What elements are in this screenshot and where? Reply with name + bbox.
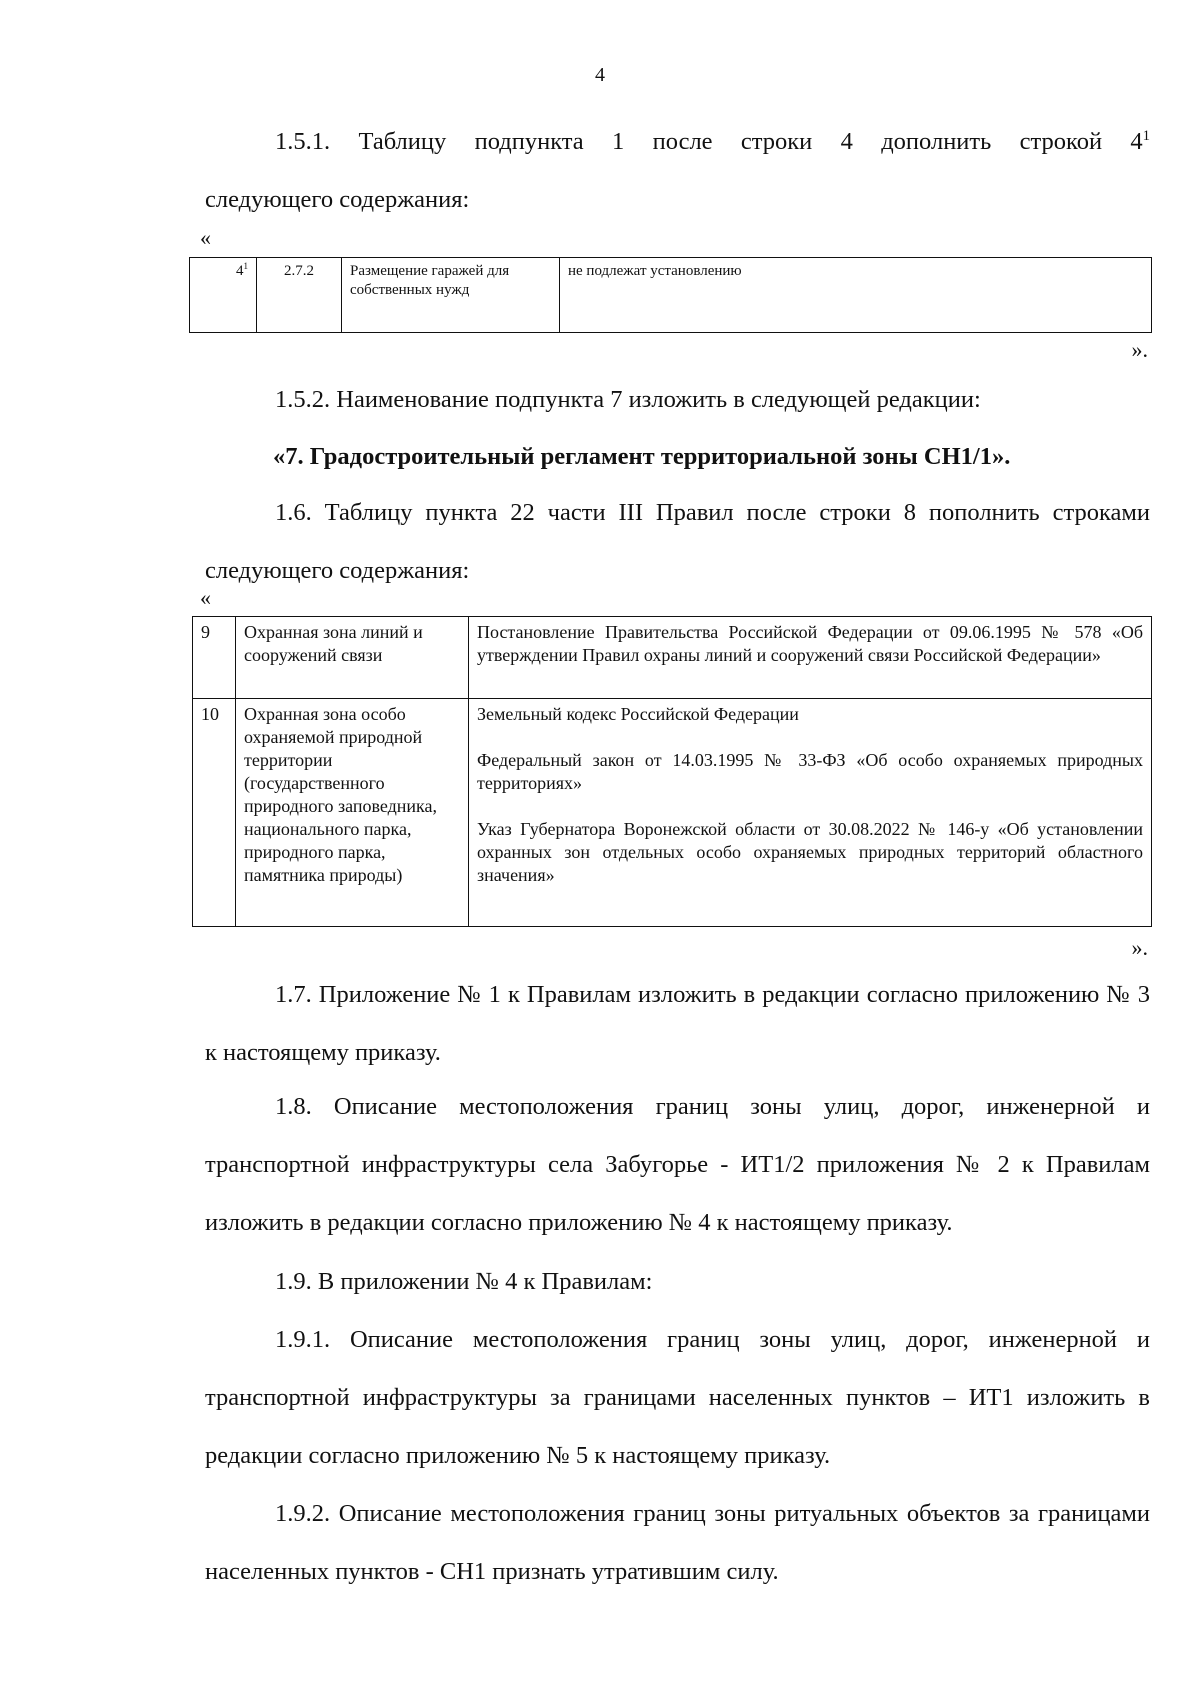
table-row xyxy=(193,617,1152,699)
table-protection-zones xyxy=(192,616,1152,927)
table2-row1-num: 9 xyxy=(193,617,236,699)
table-addition-row-4-1 xyxy=(189,257,1152,333)
doc-entry: Указ Губернатора Воронежской области от 30.08.2022 № 146-у «Об установлении охранных зон отдельных особо охраняемых природных территорий областного значения» xyxy=(477,819,1143,885)
table1-cell-code: 2.7.2 xyxy=(257,258,342,333)
row-number-sup: 1 xyxy=(243,261,248,271)
paragraph-1-6: 1.6. Таблицу пункта 22 части III Правил после строки 8 пополнить строками следующего содержания: xyxy=(205,499,1150,584)
table2-row2-num: 10 xyxy=(193,699,236,927)
superscript: 1 xyxy=(1142,127,1150,144)
quote-open-2: « xyxy=(200,585,211,610)
paragraph-1-8: 1.8. Описание местоположения границ зоны улиц, дорог, инженерной и транспортной инфраструктуры села Забугорье - ИТ1/2 приложения № 2 к Правилам изложить в редакции согласно приложению № 4 к настоящему приказу. xyxy=(205,1093,1150,1236)
table2-row1-zone: Охранная зона линий и сооружений связи xyxy=(236,617,469,699)
table-row xyxy=(193,699,1152,927)
paragraph-1-5-1-text: 1.5.1. Таблицу подпункта 1 после строки 4 дополнить строкой 4 xyxy=(275,128,1143,155)
paragraph-1-5-2-title: «7. Градостроительный регламент территориальной зоны СН1/1». xyxy=(273,443,1011,470)
paragraph-1-5-1-continued: следующего содержания: xyxy=(205,186,470,213)
table-row xyxy=(190,258,1152,333)
paragraph-1-9-1: 1.9.1. Описание местоположения границ зоны улиц, дорог, инженерной и транспортной инфраструктуры за границами населенных пунктов – ИТ1 изложить в редакции согласно приложению № 5 к настоящему приказу. xyxy=(205,1326,1150,1469)
table2-row1-docs: Постановление Правительства Российской Федерации от 09.06.1995 № 578 «Об утверждении Правил охраны линий и сооружений связи Российской Федерации» xyxy=(469,617,1152,699)
quote-open-1: « xyxy=(200,225,211,250)
table1-cell-num xyxy=(190,258,257,333)
paragraph-1-9-2: 1.9.2. Описание местоположения границ зоны ритуальных объектов за границами населенных пунктов - СН1 признать утратившим силу. xyxy=(205,1500,1150,1585)
table2-row2-zone: Охранная зона особо охраняемой природной территории (государственного природного заповедника, национального парка, природного парка, памятника природы) xyxy=(236,699,469,927)
table1-cell-value: не подлежат установлению xyxy=(560,258,1152,333)
quote-close-2: ». xyxy=(1131,935,1148,960)
table2-row2-docs xyxy=(469,699,1152,927)
doc-entry: Федеральный закон от 14.03.1995 № 33-ФЗ «Об особо охраняемых природных территориях» xyxy=(477,750,1143,793)
paragraph-1-5-2: 1.5.2. Наименование подпункта 7 изложить в следующей редакции: xyxy=(275,386,981,413)
doc-entry: Земельный кодекс Российской Федерации xyxy=(477,704,799,724)
table1-cell-name: Размещение гаражей для собственных нужд xyxy=(342,258,560,333)
quote-close-1: ». xyxy=(1131,337,1148,362)
paragraph-1-7: 1.7. Приложение № 1 к Правилам изложить в редакции согласно приложению № 3 к настоящему приказу. xyxy=(205,981,1150,1066)
page-number: 4 xyxy=(595,64,605,86)
paragraph-1-5-1 xyxy=(205,113,1150,171)
paragraph-1-9: 1.9. В приложении № 4 к Правилам: xyxy=(275,1268,653,1295)
row-number: 4 xyxy=(236,263,244,279)
